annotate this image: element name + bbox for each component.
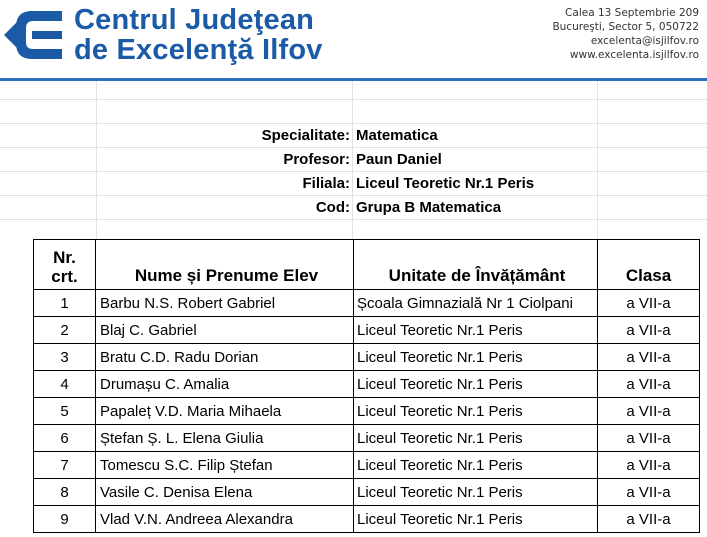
cell-school[interactable]: Liceul Teoretic Nr.1 Peris [354,479,598,506]
cell-name[interactable]: Ștefan Ș. L. Elena Giulia [96,425,354,452]
cell-class[interactable]: a VII-a [598,479,700,506]
cell-class[interactable]: a VII-a [598,290,700,317]
grid-row-line [0,195,707,196]
table-row [34,290,700,317]
specialty-label: Specialitate: [261,127,350,144]
cell-class[interactable]: a VII-a [598,344,700,371]
cell-class[interactable]: a VII-a [598,398,700,425]
table-row [34,506,700,533]
cell-nr[interactable]: 3 [34,344,96,371]
logo-title-line2: de Excelenţă Ilfov [74,34,323,66]
contact-block [552,6,699,62]
logo-title-line1: Centrul Judeţean [74,4,315,36]
specialty-value[interactable]: Matematica [356,127,438,144]
teacher-label: Profesor: [283,151,350,168]
cell-nr[interactable]: 2 [34,317,96,344]
grid-row-line [0,219,707,220]
cell-class[interactable]: a VII-a [598,371,700,398]
table-row [34,398,700,425]
header-nr-line2: crt. [51,267,78,286]
cell-nr[interactable]: 1 [34,290,96,317]
cell-school[interactable]: Liceul Teoretic Nr.1 Peris [354,317,598,344]
cell-school[interactable]: Liceul Teoretic Nr.1 Peris [354,452,598,479]
grid-col-line [597,81,598,239]
cell-school[interactable]: Liceul Teoretic Nr.1 Peris [354,344,598,371]
cell-name[interactable]: Bratu C.D. Radu Dorian [96,344,354,371]
spreadsheet-area [0,81,707,537]
table-row [34,452,700,479]
table-row [34,425,700,452]
header-class[interactable]: Clasa [598,240,700,290]
code-value[interactable]: Grupa B Matematica [356,199,502,216]
cell-school[interactable]: Liceul Teoretic Nr.1 Peris [354,425,598,452]
header-nr[interactable] [34,240,96,290]
table-row [34,479,700,506]
cell-school[interactable]: Liceul Teoretic Nr.1 Peris [354,398,598,425]
contact-email[interactable]: excelenta@isjilfov.ro [590,35,699,47]
teacher-value[interactable]: Paun Daniel [356,151,442,168]
code-label: Cod: [315,199,350,216]
cell-name[interactable]: Vasile C. Denisa Elena [96,479,354,506]
header-name[interactable]: Nume și Prenume Elev [96,240,354,290]
cell-class[interactable]: a VII-a [598,317,700,344]
cell-nr[interactable]: 8 [34,479,96,506]
logo-icon [2,7,68,63]
cell-name[interactable]: Barbu N.S. Robert Gabriel [96,290,354,317]
cell-name[interactable]: Vlad V.N. Andreea Alexandra [96,506,354,533]
grid-row-line [0,123,707,124]
grid-row-line [0,147,707,148]
cell-class[interactable]: a VII-a [598,506,700,533]
letterhead [0,0,707,78]
cell-class[interactable]: a VII-a [598,425,700,452]
contact-address: Calea 13 Septembrie 209 [565,7,699,19]
grid-col-line [352,81,353,239]
table-row [34,344,700,371]
cell-name[interactable]: Drumașu C. Amalia [96,371,354,398]
cell-class[interactable]: a VII-a [598,452,700,479]
table-header-row [34,240,700,290]
branch-label: Filiala: [302,175,350,192]
cell-nr[interactable]: 5 [34,398,96,425]
cell-nr[interactable]: 7 [34,452,96,479]
cell-school[interactable]: Școala Gimnazială Nr 1 Ciolpani [354,290,598,317]
grid-row-line [0,171,707,172]
header-school[interactable]: Unitate de Învățământ [354,240,598,290]
student-table [33,239,700,533]
cell-name[interactable]: Papaleț V.D. Maria Mihaela [96,398,354,425]
table-row [34,317,700,344]
cell-name[interactable]: Tomescu S.C. Filip Ștefan [96,452,354,479]
grid-row-line [0,99,707,100]
cell-nr[interactable]: 6 [34,425,96,452]
branch-value[interactable]: Liceul Teoretic Nr.1 Peris [356,175,535,192]
cell-nr[interactable]: 9 [34,506,96,533]
cell-nr[interactable]: 4 [34,371,96,398]
cell-school[interactable]: Liceul Teoretic Nr.1 Peris [354,506,598,533]
cell-name[interactable]: Blaj C. Gabriel [96,317,354,344]
table-row [34,371,700,398]
header-nr-line1: Nr. [53,248,76,267]
contact-city: Bucureşti, Sector 5, 050722 [552,21,699,33]
table-body [34,290,700,533]
cell-school[interactable]: Liceul Teoretic Nr.1 Peris [354,371,598,398]
contact-website[interactable]: www.excelenta.isjilfov.ro [569,49,699,61]
grid-col-line [96,81,97,239]
